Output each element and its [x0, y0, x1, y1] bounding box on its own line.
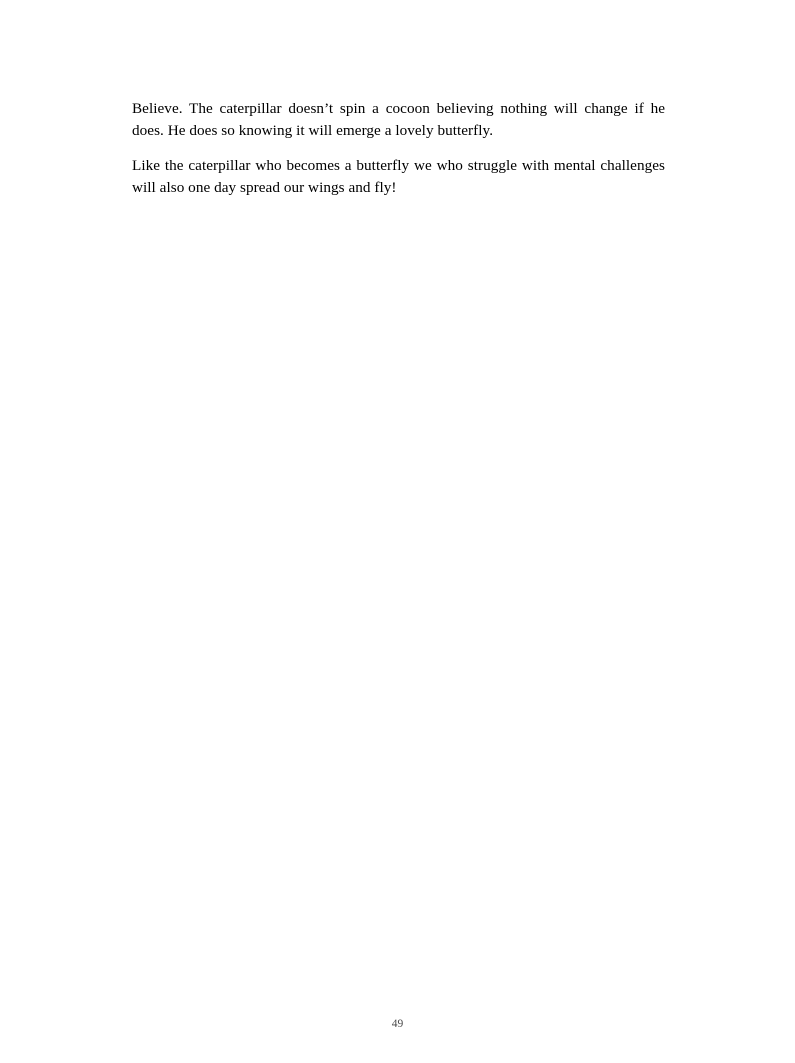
- body-paragraph-1: Believe. The caterpillar doesn’t spin a cocoon believing nothing will change if he does. He does so knowing it will emerge a lovely butterfly.: [132, 100, 665, 139]
- page-number: 49: [391, 1018, 404, 1030]
- body-paragraph-2: Like the caterpillar who becomes a butterfly we who struggle with mental challenges will also one day spread our wings and fly!: [132, 157, 665, 196]
- page-body: [132, 98, 665, 198]
